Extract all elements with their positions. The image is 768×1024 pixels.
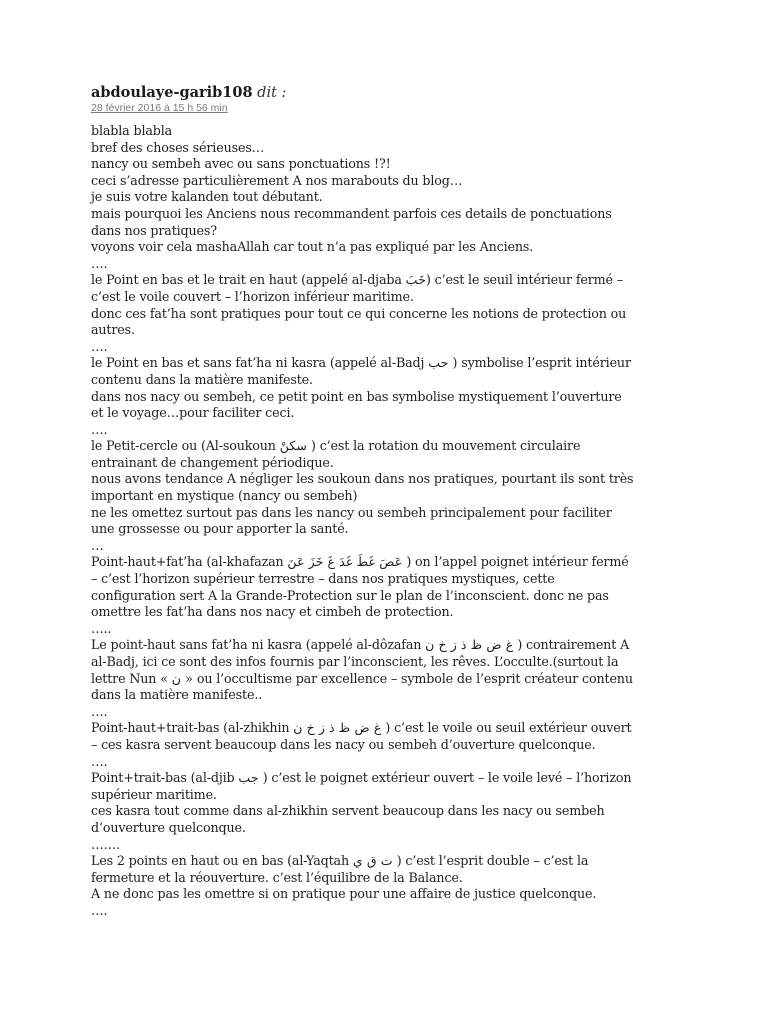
comment-text-line: al-Badj, ici ce sont des infos fournis par l’inconscient, les rêves. L’occulte.(surtout la: [91, 654, 619, 669]
comment-text-line: bref des choses sérieuses…: [91, 139, 265, 155]
comment-text-line: …..: [91, 620, 112, 636]
comment-text-line: nancy ou sembeh avec ou sans ponctuations !?!: [91, 156, 391, 172]
comment-text-line: nous avons tendance A négliger les soukoun dans nos pratiques, pourtant ils sont très: [91, 471, 634, 487]
comment-text-line: donc ces fat’ha sont pratiques pour tout ce qui concerne les notions de protection ou: [91, 305, 627, 321]
comment-body: [91, 123, 691, 920]
comment-text-line: omettre les fat’ha dans nos nacy et cimbeh de protection.: [91, 604, 454, 620]
comment-text-line: Point+trait-bas (al-djib جب ) c’est le poignet extérieur ouvert – le voile levé – l’horizon: [91, 770, 632, 786]
comment-text-line: ….: [91, 255, 108, 271]
comment-text-line: ….: [91, 753, 108, 769]
comment-text-line: ces kasra tout comme dans al-zhikhin servent beaucoup dans les nacy ou sembeh: [91, 803, 605, 819]
comment-text-line: voyons voir cela mashaAllah car tout n’a pas expliqué par les Anciens.: [91, 239, 534, 255]
comment-text-line: et le voyage…pour faciliter ceci.: [91, 405, 295, 421]
comment: [91, 84, 691, 920]
comment-text-line: dans nos pratiques?: [91, 222, 217, 238]
comment-text-line: ne les omettez surtout pas dans les nancy ou sembeh principalement pour faciliter: [91, 504, 612, 520]
comment-text-line: d’ouverture quelconque.: [91, 819, 246, 835]
comment-text-line: ….: [91, 421, 108, 437]
comment-text-line: autres.: [91, 322, 135, 338]
comment-text-line: ….: [91, 703, 108, 719]
comment-text-line: fermeture et la réouverture. c’est l’équilibre de la Balance.: [91, 869, 463, 885]
comment-text-line: le Point en bas et le trait en haut (appelé al-djaba خَبَ) c’est le seuil intérieur fermé –: [91, 272, 623, 288]
comment-text-line: je suis votre kalanden tout débutant.: [91, 189, 323, 205]
comment-text-line: blabla blabla: [91, 123, 173, 138]
comment-text-line: – c’est l’horizon supérieur terrestre – dans nos pratiques mystiques, cette: [91, 571, 555, 587]
comment-text-line: supérieur maritime.: [91, 786, 217, 802]
comment-text-line: Le point-haut sans fat’ha ni kasra (appelé al-dôzafan غ ض ظ ذ ز خ ن ) contrairement A: [91, 637, 630, 653]
comment-text-line: entrainant de changement périodique.: [91, 454, 334, 470]
comment-text-line: configuration sert A la Grande-Protection sur le plan de l’inconscient. donc ne pas: [91, 587, 609, 603]
comment-text-line: ….: [91, 338, 108, 354]
comment-text-line: une grossesse ou pour apporter la santé.: [91, 521, 349, 537]
comment-author[interactable]: abdoulaye-garib108: [91, 84, 253, 101]
comment-text-line: …….: [91, 836, 120, 852]
comment-text-line: Point-haut+trait-bas (al-zhikhin غ ض ظ ذ ز خ ن ) c’est le voile ou seuil extérieur ouvert: [91, 720, 632, 736]
comment-timestamp[interactable]: 28 février 2016 à 15 h 56 min: [91, 102, 228, 114]
comment-text-line: le Point en bas et sans fat’ha ni kasra (appelé al-Badj حب ) symbolise l’esprit intérieur: [91, 355, 631, 371]
comment-text-line: Point-haut+fat’ha (al-khafazan عَصَ غَطَ غَدَ غَ خَزَ عَنَ ) on l’appel poignet intérieur fermé: [91, 554, 629, 570]
comment-text-line: contenu dans la matière manifeste.: [91, 371, 313, 387]
comment-text-line: c’est le voile couvert – l’horizon inférieur maritime.: [91, 288, 414, 304]
comment-text-line: …: [91, 537, 104, 553]
comment-text-line: ….: [91, 902, 108, 918]
comment-text-line: important en mystique (nancy ou sembeh): [91, 488, 358, 504]
comment-text-line: dans la matière manifeste..: [91, 687, 263, 703]
comment-text-line: dans nos nacy ou sembeh, ce petit point en bas symbolise mystiquement l’ouverture: [91, 388, 622, 404]
comment-text-line: Les 2 points en haut ou en bas (al-Yaqtah ت ق ي ) c’est l’esprit double – c’est la: [91, 853, 589, 869]
comment-says: dit :: [257, 85, 287, 101]
comment-text-line: le Petit-cercle ou (Al-soukoun سكنْ ) c’est la rotation du mouvement circulaire: [91, 438, 581, 454]
comment-text-line: – ces kasra servent beaucoup dans les nacy ou sembeh d’ouverture quelconque.: [91, 736, 596, 752]
comment-text-line: mais pourquoi les Anciens nous recommandent parfois ces details de ponctuations: [91, 205, 612, 221]
comment-text-line: lettre Nun « ن » ou l’occultisme par excellence – symbole de l’esprit créateur contenu: [91, 670, 633, 686]
comment-text-line: A ne donc pas les omettre si on pratique pour une affaire de justice quelconque.: [91, 886, 597, 902]
comment-text-line: ceci s’adresse particulièrement A nos marabouts du blog…: [91, 172, 463, 188]
comment-header: [91, 84, 691, 102]
